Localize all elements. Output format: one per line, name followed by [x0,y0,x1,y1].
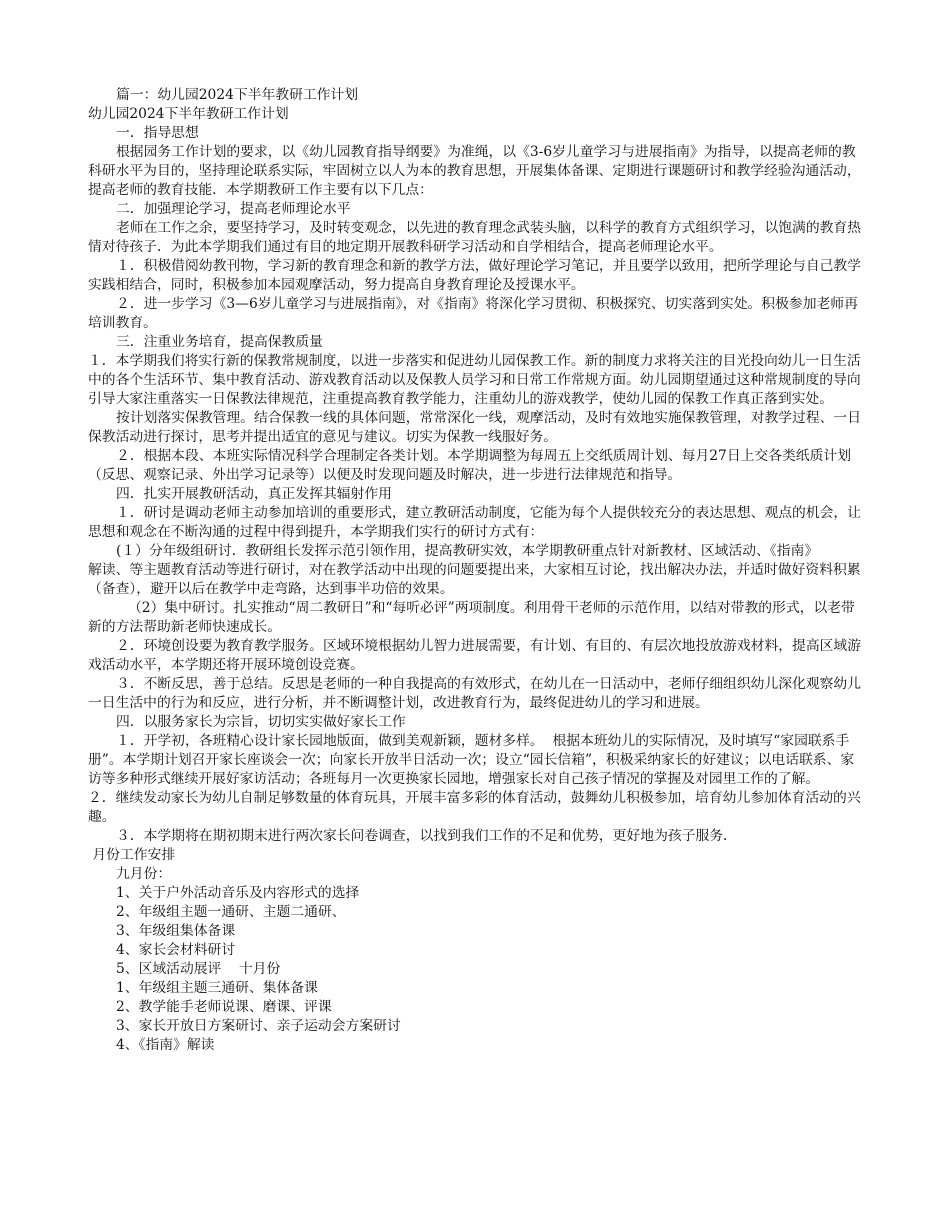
paragraph: 4、《指南》解读 [116,1037,215,1053]
paragraph: １．本学期我们将实行新的保教常规制度，以进一步落实和促进幼儿园保教工作。新的制度力求将关注的目光投向幼儿一日生活中的各个生活环节、集中教育活动、游戏教育活动以及保教人员学习和日常工作常规方面。幼儿园期望通过这种常规制度的导向引导大家注重落实一日保教法律规范，注重提高教育教学能力，注重幼儿的游戏教学，使幼儿园的保教工作真正落到实处。 [88,353,861,407]
paragraph: 3、家长开放日方案研讨、亲子运动会方案研讨 [116,1018,401,1034]
paragraph: 四．扎实开展教研活动，真正发挥其辐射作用 [116,486,392,502]
paragraph: ３．不断反思，善于总结。反思是老师的一种自我提高的有效形式，在幼儿在一日活动中，老师仔细组织幼儿深化观察幼儿一日生活中的行为和反应，进行分析，并不断调整计划，改进教育行为，最终促进幼儿的学习和进展。 [88,676,862,711]
paragraph: 3、年级组集体备课 [116,923,236,939]
paragraph: ３．本学期将在期初期末进行两次家长问卷调查，以找到我们工作的不足和优势，更好地为孩子服务． [116,828,737,844]
paragraph: (１）分年级组研讨．教研组长发挥示范引领作用，提高教研实效，本学期教研重点针对新教材、区域活动、《指南》 [116,543,819,559]
paragraph: １．研讨是调动老师主动参加培训的重要形式，建立教研活动制度，它能为每个人提供较充分的表达思想、观点的机会，让思想和观念在不断沟通的过程中得到提升，本学期我们实行的研讨方式有： [88,505,862,540]
paragraph: 三．注重业务培育，提高保教质量 [116,334,323,350]
paragraph: 月份工作安排 [88,847,176,863]
paragraph: 二．加强理论学习，提高老师理论水平 [116,201,351,217]
paragraph: ２．进一步学习《3—6岁儿童学习与进展指南》，对《指南》将深化学习贯彻、积极探究、切实落到实处。积极参加老师再培训教育。 [88,296,858,331]
paragraph: 2、年级组主题一通研、主题二通研、 [116,904,346,920]
paragraph: 1、年级组主题三通研、集体备课 [116,980,318,996]
document-body [88,124,862,1055]
paragraph: 解读、等主题教育活动等进行研讨，对在教学活动中出现的问题要提出来，大家相互讨论，找出解决办法，并适时做好资料积累（备查），避开以后在教学中走弯路，达到事半功倍的效果。 [88,562,861,597]
paragraph: 1、关于户外活动音乐及内容形式的选择 [116,885,360,901]
paragraph: 四．以服务家长为宗旨，切切实实做好家长工作 [116,714,406,730]
paragraph: 九月份： [116,866,172,882]
paragraph: ２．环境创设要为教育教学服务。区域环境根据幼儿智力进展需要，有计划、有目的、有层次地投放游戏材料，提高区域游戏活动水平，本学期还将开展环境创设竞赛。 [88,638,862,673]
paragraph: 2、教学能手老师说课、磨课、评课 [116,999,332,1015]
document-heading: 篇一：幼儿园2024下半年教研工作计划 [116,87,359,103]
paragraph: ２．根据本段、本班实际情况科学合理制定各类计划。本学期调整为每周五上交纸质周计划、每月27日上交各类纸质计划（反思、观察记录、外出学习记录等）以便及时发现问题及时解决，进一步进行法律规范和指导。 [88,448,851,483]
paragraph: １．开学初，各班精心设计家长园地版面，做到美观新颖，题材多样。 根据本班幼儿的实际情况，及时填写“家园联系手册”。本学期计划召开家长座谈会一次；向家长开放半日活动一次；设立“园长信箱”，积极采纳家长的好建议；以电话联系、家访等多种形式继续开展好家访活动；各班每月一次更换家长园地，增强家长对自己孩子情况的掌握及对园里工作的了解。 [88,733,855,787]
paragraph: 老师在工作之余，要坚持学习，及时转变观念，以先进的教育理念武装头脑，以科学的教育方式组织学习，以饱满的教育热情对待孩子．为此本学期我们通过有目的地定期开展教科研学习活动和自学相结合，提高老师理论水平。 [88,220,862,255]
paragraph: ２．继续发动家长为幼儿自制足够数量的体育玩具，开展丰富多彩的体育活动，鼓舞幼儿积极参加，培育幼儿参加体育活动的兴趣。 [88,790,861,825]
paragraph: 根据园务工作计划的要求，以《幼儿园教育指导纲要》为准绳，以《3-6岁儿童学习与进展指南》为指导，以提高老师的教科研水平为目的，坚持理论联系实际，牢固树立以人为本的教育思想，开展集体备课、定期进行课题研讨和教学经验沟通活动，提高老师的教育技能．本学期教研工作主要有以下几点： [88,144,861,198]
paragraph: １．积极借阅幼教刊物，学习新的教育理念和新的教学方法，做好理论学习笔记，并且要学以致用，把所学理论与自己教学实践相结合，同时，积极参加本园观摩活动，努力提高自身教育理论及授课水平。 [88,258,862,293]
paragraph: 5、区域活动展评 十月份 [116,961,281,977]
paragraph: 4、家长会材料研讨 [116,942,236,958]
paragraph: 一．指导思想 [116,125,199,141]
paragraph: （2）集中研讨。扎实推动“周二教研日”和“每听必评”两项制度。利用骨干老师的示范作用，以结对带教的形式，以老带新的方法帮助新老师快速成长。 [88,600,855,635]
paragraph: 按计划落实保教管理。结合保教一线的具体问题，常常深化一线，观摩活动，及时有效地实施保教管理，对教学过程、一日保教活动进行探讨，思考并提出适宜的意见与建议。切实为保教一线服好务。 [88,410,862,445]
document-title: 幼儿园2024下半年教研工作计划 [88,106,289,122]
